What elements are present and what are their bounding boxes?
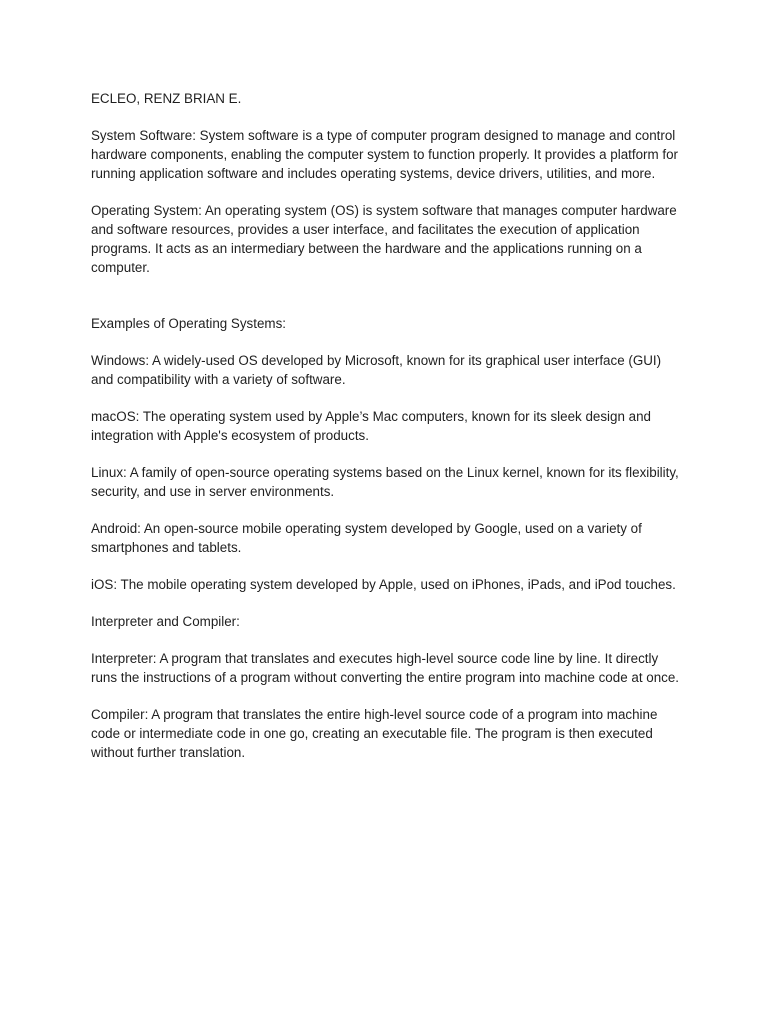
author-name: ECLEO, RENZ BRIAN E. [91, 91, 242, 106]
section-heading-interpreter-compiler: Interpreter and Compiler: [91, 614, 240, 629]
paragraph-operating-system: Operating System: An operating system (OS) is system software that manages computer hardware and software resources, provides a user interface, and facilitates the execution of application programs. It acts as an intermediary between the hardware and the applications running on a computer. [91, 203, 677, 275]
paragraph-compiler: Compiler: A program that translates the entire high-level source code of a program into machine code or intermediate code in one go, creating an executable file. The program is then executed without further translation. [91, 707, 658, 760]
paragraph-macos: macOS: The operating system used by Apple’s Mac computers, known for its sleek design and integration with Apple's ecosystem of products. [91, 409, 651, 443]
paragraph-system-software: System Software: System software is a type of computer program designed to manage and control hardware components, enabling the computer system to function properly. It provides a platform for running application software and includes operating systems, device drivers, utilities, and more. [91, 128, 679, 181]
paragraph-linux: Linux: A family of open-source operating systems based on the Linux kernel, known for its flexibility, security, and use in server environments. [91, 465, 679, 499]
paragraph-ios: iOS: The mobile operating system developed by Apple, used on iPhones, iPads, and iPod touches. [91, 577, 676, 592]
section-heading-examples: Examples of Operating Systems: [91, 316, 286, 331]
paragraph-interpreter: Interpreter: A program that translates and executes high-level source code line by line. It directly runs the instructions of a program without converting the entire program into machine code at once. [91, 651, 680, 685]
document-body [91, 89, 681, 780]
paragraph-android: Android: An open-source mobile operating system developed by Google, used on a variety of smartphones and tablets. [91, 521, 642, 555]
paragraph-windows: Windows: A widely-used OS developed by Microsoft, known for its graphical user interface (GUI) and compatibility with a variety of software. [91, 353, 662, 387]
